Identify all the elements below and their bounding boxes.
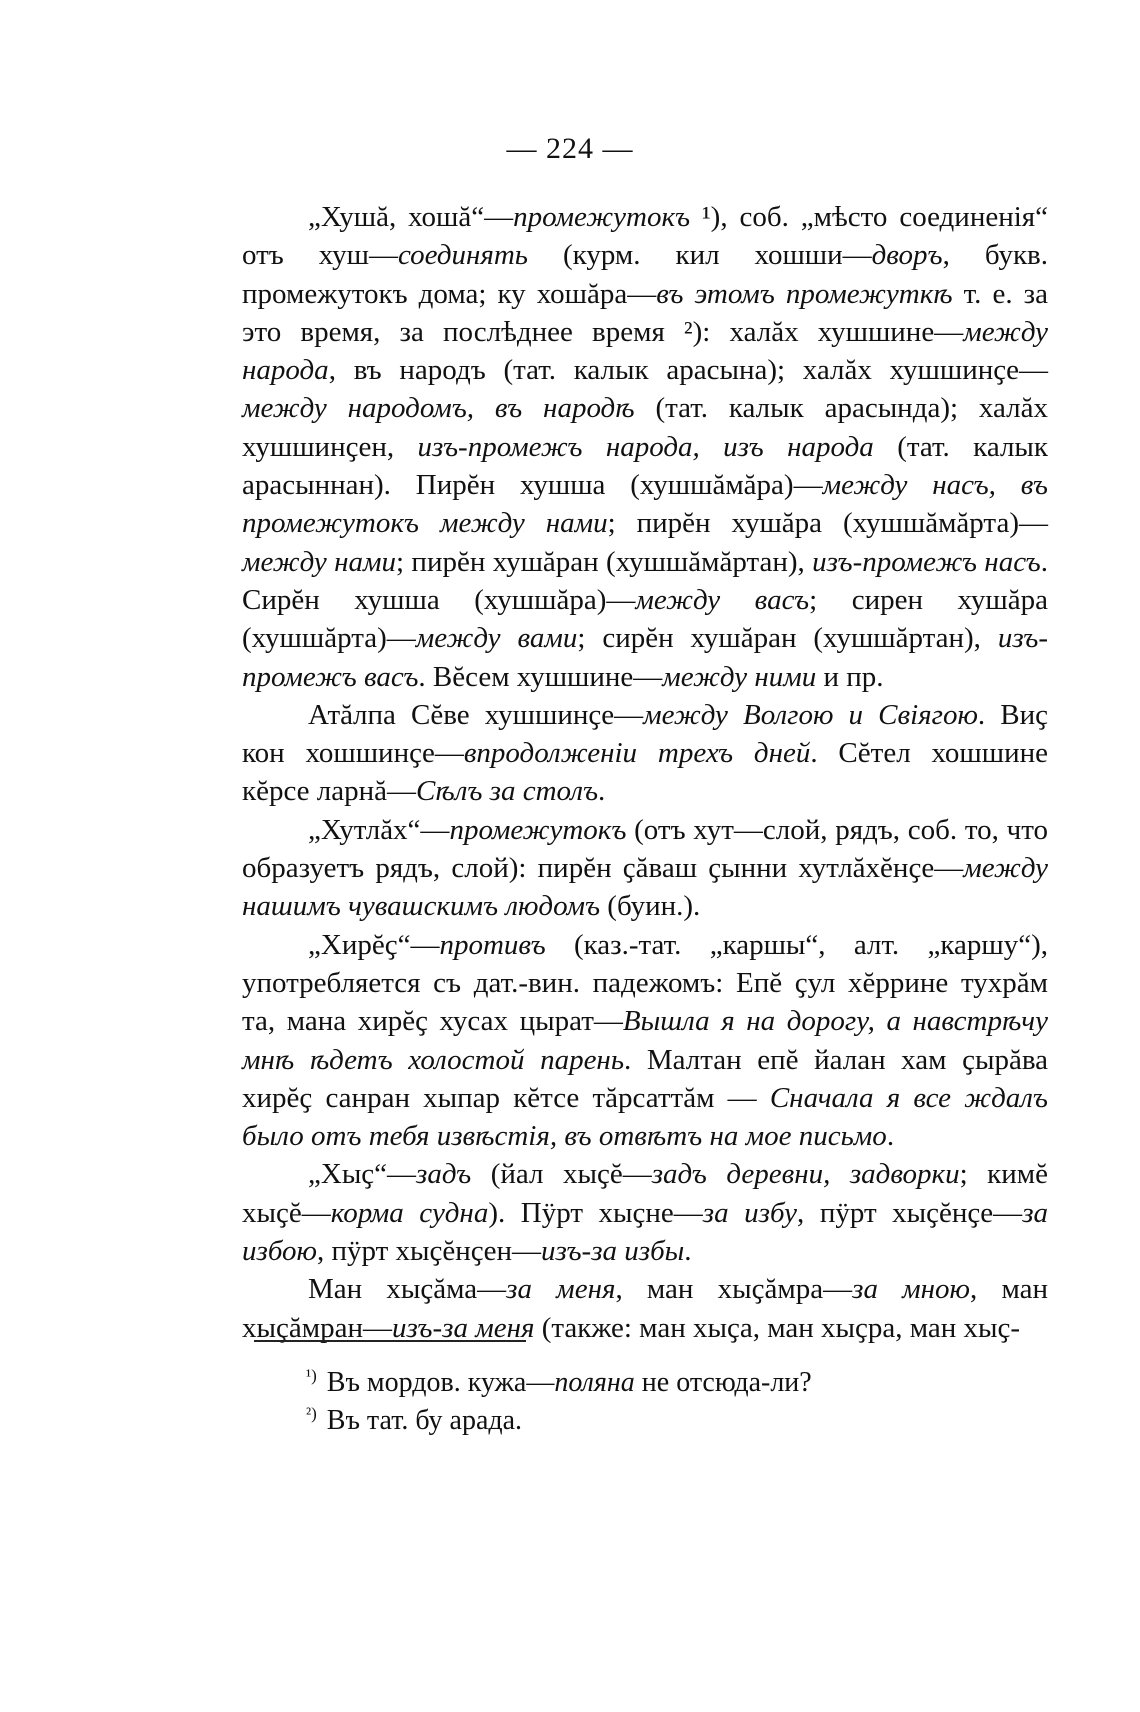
text-run: „Хыҫ“— xyxy=(308,1158,417,1191)
text-run: , въ народъ (тат. калык арасына); халăх хушшинҫе— xyxy=(328,354,1048,387)
text-run: ; пирĕн хушăран (хушшăмăртан), xyxy=(396,545,813,578)
italic-translation: за мною xyxy=(852,1273,970,1306)
text-run: . Малтан епĕ йалан хам ҫырăва хирĕҫ санран хыпар кĕтсе тăрсаттăм — xyxy=(242,1043,1048,1114)
italic-translation: изъ-промежъ васъ xyxy=(242,622,1048,693)
text-run: Ман хыҫăма— xyxy=(308,1273,507,1306)
italic-translation: поляна xyxy=(554,1367,635,1398)
text-run: ; пирĕн хушăра (хушшăмăрта)— xyxy=(607,507,1048,540)
italic-translation: корма судна xyxy=(330,1196,489,1229)
italic-translation: между ними xyxy=(662,660,817,693)
italic-translation: изъ-промежъ народа, изъ народа xyxy=(417,430,874,463)
footnotes xyxy=(306,1364,1006,1440)
text-run: . Сирĕн хушша (хушшăра)— xyxy=(242,545,1048,616)
footnote-mark: ¹) xyxy=(306,1365,317,1385)
page-number: — 224 — xyxy=(506,132,634,165)
text-run: не отсюда-ли? xyxy=(634,1367,812,1398)
text-run: . xyxy=(598,775,606,808)
text-run: Атăлпа Сĕве хушшинҫе— xyxy=(308,698,644,731)
text-run: , пÿрт хыҫĕнҫе— xyxy=(797,1196,1023,1229)
text-run: Въ мордов. кужа— xyxy=(326,1367,555,1398)
text-run: . xyxy=(684,1235,692,1268)
italic-translation: за избу xyxy=(702,1196,798,1229)
italic-translation: промежутокъ xyxy=(513,201,691,233)
text-run: (йал хыҫĕ— xyxy=(471,1158,652,1191)
italic-translation: между нами xyxy=(242,545,397,578)
text-run: (тат. калык арасында); халăх хушшинҫен, xyxy=(242,392,1048,463)
footnote-divider xyxy=(254,1340,526,1342)
text-run: (тат. калык арасыннан). Пирĕн хушша (хушшăмăра)— xyxy=(242,430,1049,502)
footnote-mark: ²) xyxy=(306,1403,317,1423)
text-run: . xyxy=(886,1120,895,1153)
text-run: „Хутлăх“— xyxy=(308,813,450,846)
paragraph-khutlakh xyxy=(242,811,1048,926)
italic-translation: дворъ xyxy=(871,239,943,272)
italic-translation: Вышла я на дорогу, а навстрѣчу мнѣ ѣдетъ холостой парень xyxy=(242,1005,1048,1076)
body-text xyxy=(242,198,1048,1347)
italic-translation: въ этомъ промежуткѣ xyxy=(656,277,953,310)
text-run: т. е. за это время, за послѣднее время ²): халăх хушшине— xyxy=(242,277,1048,348)
italic-translation: противъ xyxy=(439,928,546,961)
text-run: (курм. кил хошши— xyxy=(528,239,872,272)
italic-translation: между народа xyxy=(242,315,1048,387)
text-run: „Хушă, хошă“— xyxy=(308,201,514,233)
text-run: ¹), соб. „мѣсто соединенія“ отъ хуш— xyxy=(242,201,1049,272)
text-run: (буин.). xyxy=(600,890,701,923)
text-run: , букв. промежутокъ дома; ку хошăра— xyxy=(242,239,1049,310)
italic-translation: Сначала я все ждалъ было отъ тебя извѣстія, въ отвѣтъ на мое письмо xyxy=(242,1081,1048,1153)
text-run: Въ тат. бу арада. xyxy=(326,1405,523,1436)
text-run: „Хирĕҫ“— xyxy=(308,928,440,961)
italic-translation: между народомъ, въ народѣ xyxy=(242,392,635,425)
paragraph-khires xyxy=(242,926,1048,1156)
paragraph-man-khysama xyxy=(242,1270,1048,1347)
paragraph-khys xyxy=(242,1155,1048,1270)
italic-translation: задъ xyxy=(416,1158,472,1191)
text-run: (также: ман хыҫа, ман хыҫра, ман хыҫ- xyxy=(534,1311,1021,1344)
text-run: ). Пÿрт хыҫне— xyxy=(488,1196,703,1229)
italic-translation: Сѣлъ за столъ xyxy=(416,775,599,808)
text-run: . Сĕтел хошшине кĕрсе ларнă— xyxy=(242,737,1048,808)
italic-translation: за избою xyxy=(242,1196,1049,1268)
italic-translation: изъ-промежъ насъ xyxy=(812,545,1041,578)
italic-translation: между насъ, въ промежутокъ между нами xyxy=(242,469,1048,540)
italic-translation: между васъ xyxy=(635,583,810,616)
italic-translation: соединять xyxy=(398,239,528,272)
text-run: . Виҫ кон хошшинҫе— xyxy=(242,698,1049,770)
text-run: (каз.-тат. „каршы“, алт. „каршу“), употребляется съ дат.-вин. падежомъ: Епĕ ҫул хĕррине тухрăм та, мана хирĕҫ хусах цырат— xyxy=(242,928,1048,1038)
italic-translation: задъ деревни, задворки xyxy=(651,1158,960,1191)
italic-translation: промежутокъ xyxy=(449,813,627,846)
text-run: , ман хыҫăмран— xyxy=(242,1273,1049,1344)
italic-translation: изъ-за меня xyxy=(391,1311,535,1344)
text-run: . Вĕсем хушшине— xyxy=(418,660,663,693)
italic-translation: между вами xyxy=(415,622,578,655)
paragraph-khusha xyxy=(242,198,1048,696)
italic-translation: между нашимъ чувашскимъ людомъ xyxy=(242,852,1048,923)
text-run: , пÿрт хыҫĕнҫен— xyxy=(316,1235,542,1268)
italic-translation: между Волгою и Свіягою xyxy=(643,698,978,731)
text-run: , ман хыҫăмра— xyxy=(615,1273,853,1306)
text-run: ; сирĕн хушăран (хушшăртан), xyxy=(577,622,998,655)
footnote-2 xyxy=(306,1402,1006,1440)
text-run: (отъ хут—слой, рядъ, соб. то, что образуетъ рядъ, слой): пирĕн ҫăваш ҫынни хутлăхĕнҫе— xyxy=(242,813,1048,885)
text-run: ; сирен хушăра (хушшăрта)— xyxy=(242,583,1048,655)
footnote-1 xyxy=(306,1364,1006,1402)
text-run: ; кимĕ хыҫĕ— xyxy=(242,1158,1048,1229)
italic-translation: за меня xyxy=(506,1273,616,1306)
italic-translation: изъ-за избы xyxy=(541,1235,685,1268)
text-run: и пр. xyxy=(816,660,884,693)
italic-translation: впродолженіи трехъ дней xyxy=(463,737,811,770)
paragraph-atalpa xyxy=(242,696,1048,811)
